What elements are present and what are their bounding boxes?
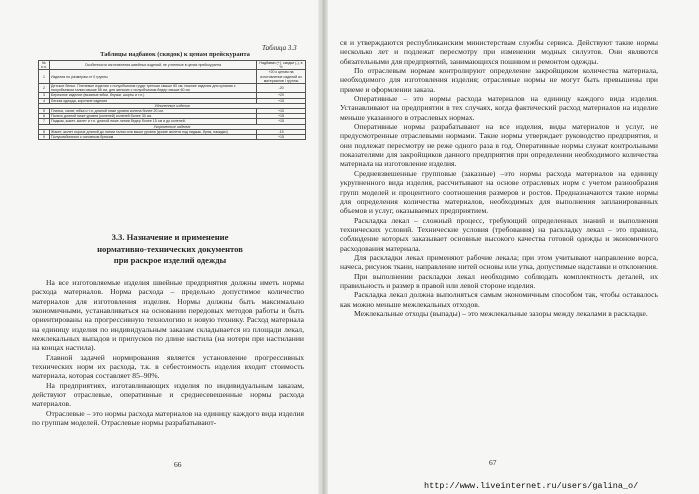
table-row — [39, 70, 306, 84]
right-body-text — [340, 38, 658, 318]
paragraph: На все изготовляемые изделия швейные предприятия должны иметь нормы расхода материалов. Норма расхода – предельно допустимое количество материалов для изготовления изделия. Нормы должны быть максимально экономичными, устанавливаться на основании передовых методов работы и быть ориентированы на прогрессивную технологию и новую технику. Расход материала на единицу изделия по индивидуальным заказам складывается из площади лекал, межлекальных выпадов и припусков по длине настила (на нотери при настилании на концах настила). — [32, 278, 304, 353]
paragraph: Средневзвешенные групповые (заказные) –это нормы расхода материалов на единицу укрупненного вида изделия, рассчитывают на основе отраслевых норм с учетом разнообразия групп моделей и процентного соотношения размеров и ростов. Предназначаются такие нормы для определения количества материалов, необходимых для выполнения запланированных объемов и услуг, оказываемых предприятием. — [340, 168, 658, 216]
table-cell-text: Пиджак, жакет, жилет и т.п. длиной ниже линии бедер более 15 см и до коленей. — [50, 119, 257, 124]
table-cell-value: +10 — [257, 109, 306, 114]
paragraph: Отраслевые – это нормы расхода материалов на единицу каждого вида изделия по группам моделей. Отраслевые нормы разрабатывают- — [32, 408, 304, 428]
table-title: Таблицы надбавок (скидок) к ценам прейскуранта — [100, 51, 250, 58]
table-header-cell: Надбавки (+), скидки (-), в % — [257, 61, 306, 70]
table-cell-value: +15 — [257, 119, 306, 124]
table-label: Таблица 3.3 — [262, 44, 297, 52]
paragraph: Раскладка лекал должна выполняться самым экономичным способом так, чтобы оставалось как можно меньше межлекальных отходов. — [340, 290, 658, 309]
table-cell-text: Жакет, жилет короче длиной до линии талии или выше уровня (кроме жилета под пиджак, брюк, накидки) — [50, 129, 257, 134]
paragraph: Раскладка лекал – сложный процесс, требующий определенных знаний и выполнения технических условий. Технические условия (требования) на раскладку лекал – это правила, соблюдение которых заказывает основные высокого качества готовой одежды и экономичного расходования материала. — [340, 215, 658, 253]
table-cell-text: Легкая одежда, короткие изделия — [50, 98, 257, 103]
table-header-cell: Особенности изготовления швейных изделий, не учтенные в ценах прейскуранта — [50, 61, 257, 70]
table-header-cell: № п.п. — [39, 61, 50, 70]
table-cell-num: 6 — [39, 114, 50, 119]
table-cell-value: -20 — [257, 84, 306, 93]
section-heading-line: 3.3. Назначение и применение — [111, 232, 229, 242]
table-cell-text: Полукомбинезон к основным брюкам — [50, 135, 257, 140]
section-heading — [30, 232, 310, 267]
table-cell-num: 2 — [39, 84, 50, 93]
left-page — [0, 0, 322, 494]
paragraph: При выполнении раскладки лекал необходимо соблюдать комплектность деталей, их правильность и размер в правой или левой стороне изделия. — [340, 271, 658, 290]
table-cell-num: 8 — [39, 129, 50, 134]
paragraph: По отраслевым нормам контролируют определение закройщиком количества материала, необходимого для изготовления изделия; отраслевые нормы не могут быть превышены при приеме и оформлении заказа. — [340, 66, 658, 94]
table-subheader-cell: Удлиненные изделия — [39, 103, 306, 108]
table-header-row — [39, 61, 306, 70]
paragraph: Для раскладки лекал применяют рабочие лекала; при этом учитывают направление ворса, начеса, рисунок ткани, направление нитей основы или утка, допустимые надставки и отклонения. — [340, 252, 658, 272]
paragraph: На предприятиях, изготавливающих изделия по индивидуальным заказам, действуют отраслевые, оперативные и среднесевешенные нормы расхода материалов. — [32, 380, 304, 409]
table-cell-text: Бережное изделие (вязаные юбки, блузки, шорты и т.п.) — [50, 93, 257, 98]
paragraph: Главной задачей нормирования является установление прогрессивных технических норм их расхода, т.к. в себестоимость изделия входит стоимость материала, которая составляет 85–90%. — [32, 352, 304, 381]
table-cell-text: Изделия по размерам от 0 группы — [50, 70, 257, 84]
table-cell-text: Пальто длиной ниже уровня (коленей) коленей более 30 см. — [50, 114, 257, 119]
table-cell-num: 4 — [39, 98, 50, 103]
page-number: 67 — [489, 458, 497, 467]
paragraph: Межлекальные отходы (выпады) – это межлекальные зазоры между лекалами в раскладке. — [354, 308, 648, 318]
table-cell-num: 1 — [39, 70, 50, 84]
right-page — [322, 0, 699, 494]
table-cell-value: +15 — [257, 135, 306, 140]
table-cell-num: 7 — [39, 119, 50, 124]
table-cell-num: 9 — [39, 135, 50, 140]
table-cell-value: +20 — [257, 93, 306, 98]
section-heading-line: при раскрое изделий одежды — [113, 255, 227, 265]
paragraph: ся и утверждаются республиканским министерствам службы сервиса. Действуют такие нормы несколько лет и подлежат пересмотру при изменении модных силуэтов. Они являются обязательными для предприятий, занимающихся пошивом и ремонтом одежды. — [340, 38, 658, 66]
paragraph: Оперативные нормы разрабатывают на все изделия, виды материалов и услуг, не предусмотренные отраслевыми нормами. Такие нормы утверждает руководство предприятия, и они подлежат пересмотру не реже одного раза в год. Оперативные нормы служат контрольными показателями для закройщиков данного предприятия при определении необходимого количества материала на изготовление изделия. — [340, 122, 658, 169]
left-body-text — [32, 278, 304, 428]
paragraph: Оперативные – это нормы расхода материалов на единицу каждого вида изделия. Устанавливают на предприятии в тех случаях, когда фактический расход материалов на изделие меньше указанного в отраслевых нормах. — [340, 94, 658, 122]
table-cell-num: 5 — [39, 109, 50, 114]
footer-url: http://www.liveinternet.ru/users/galina_o/ — [424, 481, 639, 491]
table-row — [39, 84, 306, 93]
table-cell-text: Детское белье. Плечевые изделия с полуобъемом груди третьим свыше 60 см: нижние изделия для купания с полуобъемом талии свыше 56 см, для женских с полуобъемом бедер свыше 60 см — [50, 84, 257, 93]
table-subheader-cell: Укороченные изделия — [39, 124, 306, 129]
table-cell-value: +20 к ценам на изготовление изделий из материалов I группы — [257, 70, 306, 84]
table-cell-value: +15 — [257, 114, 306, 119]
table-cell-num: 3 — [39, 93, 50, 98]
book-gutter — [318, 0, 328, 494]
norms-table — [38, 60, 306, 140]
section-heading-line: нормативно-технических документов — [97, 243, 243, 254]
table-cell-value: +15 — [257, 98, 306, 103]
table-row — [39, 135, 306, 140]
table-cell-value: -15 — [257, 129, 306, 134]
page-number: 66 — [174, 460, 182, 469]
table-cell-text: Платья, халат, юбка и т.п. длиной ниже уровня колена более 20 см. — [50, 109, 257, 114]
